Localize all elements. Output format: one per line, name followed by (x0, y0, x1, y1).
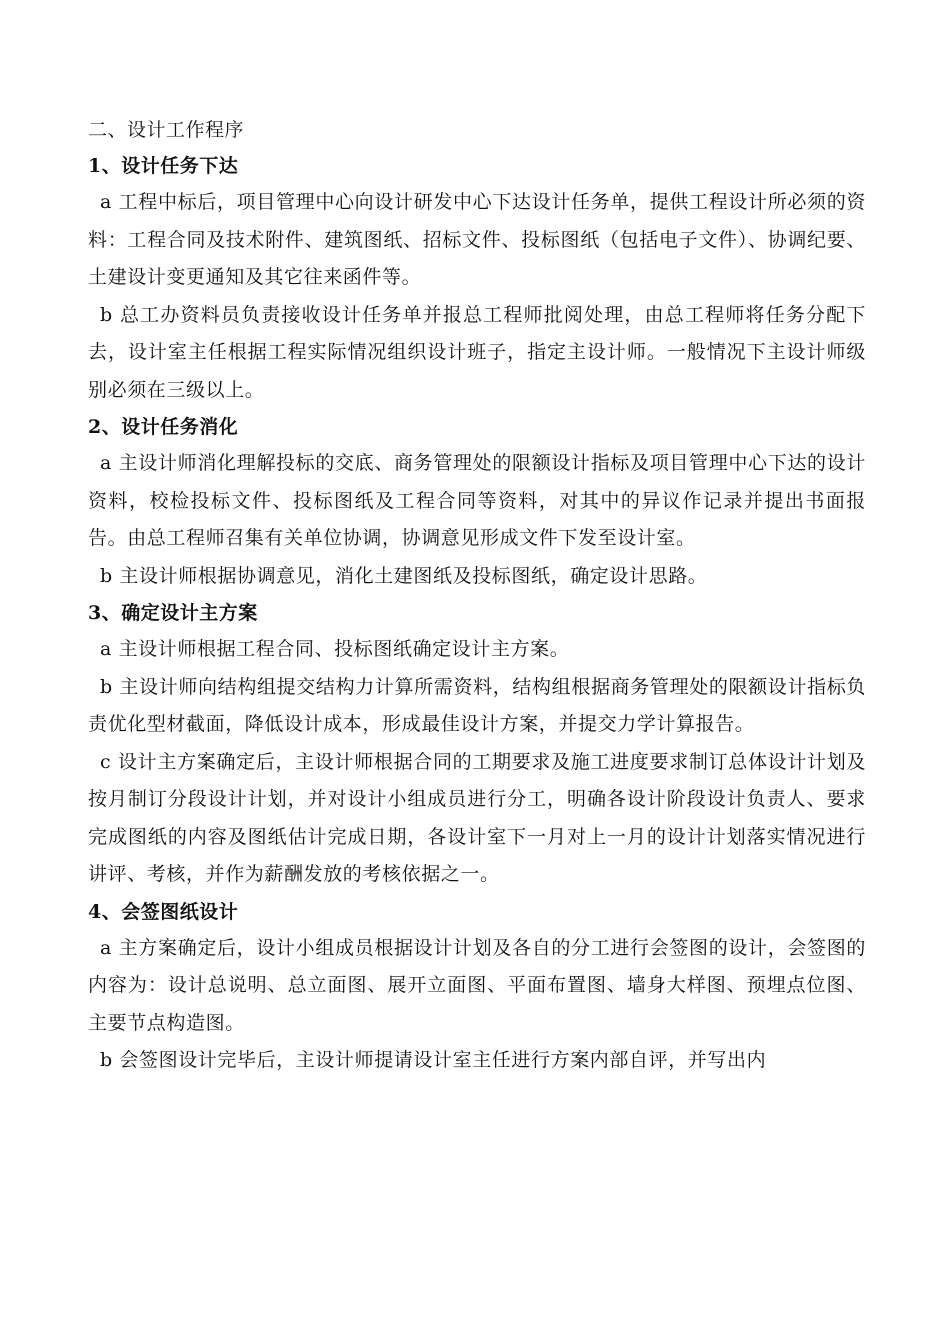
paragraph: a 主设计师消化理解投标的交底、商务管理处的限额设计指标及项目管理中心下达的设计资料，校检投标文件、投标图纸及工程合同等资料，对其中的异议作记录并提出书面报告。由总工程师召集有关单位协调，协调意见形成文件下发至设计室。 (88, 452, 866, 549)
section-2 (88, 409, 866, 595)
section-heading: 1、设计任务下达 (88, 155, 239, 177)
paragraph: a 主设计师根据工程合同、投标图纸确定设计主方案。 (100, 638, 570, 660)
paragraph: b 主设计师根据协调意见，消化土建图纸及投标图纸，确定设计思路。 (100, 564, 708, 587)
paragraph: b 主设计师向结构组提交结构力计算所需资料，结构组根据商务管理处的限额设计指标负责优化型材截面，降低设计成本，形成最佳设计方案，并提交力学计算报告。 (88, 675, 866, 735)
section-heading: 3、确定设计主方案 (88, 602, 258, 624)
section-title: 二、设计工作程序 (88, 119, 245, 141)
section-4 (88, 894, 866, 1080)
section-heading: 4、会签图纸设计 (88, 900, 239, 923)
section-3 (88, 595, 866, 894)
section-heading: 2、设计任务消化 (88, 416, 239, 438)
section-1 (88, 148, 866, 409)
paragraph: b 总工办资料员负责接收设计任务单并报总工程师批阅处理，由总工程师将任务分配下去，设计室主任根据工程实际情况组织设计班子，指定主设计师。一般情况下主设计师级别必须在三级以上。 (88, 303, 866, 401)
paragraph: b 会签图设计完毕后，主设计师提请设计室主任进行方案内部自评，并写出内 (100, 1049, 767, 1071)
document-page (88, 112, 866, 1080)
paragraph: a 工程中标后，项目管理中心向设计研发中心下达设计任务单，提供工程设计所必须的资料：工程合同及技术附件、建筑图纸、招标文件、投标图纸（包括电子文件）、协调纪要、土建设计变更通知及其它往来函件等。 (88, 191, 866, 288)
paragraph: a 主方案确定后，设计小组成员根据设计计划及各自的分工进行会签图的设计，会签图的内容为：设计总说明、总立面图、展开立面图、平面布置图、墙身大样图、预埋点位图、主要节点构造图。 (88, 936, 866, 1034)
paragraph: c 设计主方案确定后，主设计师根据合同的工期要求及施工进度要求制订总体设计计划及按月制订分段设计计划，并对设计小组成员进行分工，明确各设计阶段设计负责人、要求完成图纸的内容及图纸估计完成日期，各设计室下一月对上一月的设计计划落实情况进行讲评、考核，并作为薪酬发放的考核依据之一。 (88, 750, 866, 885)
